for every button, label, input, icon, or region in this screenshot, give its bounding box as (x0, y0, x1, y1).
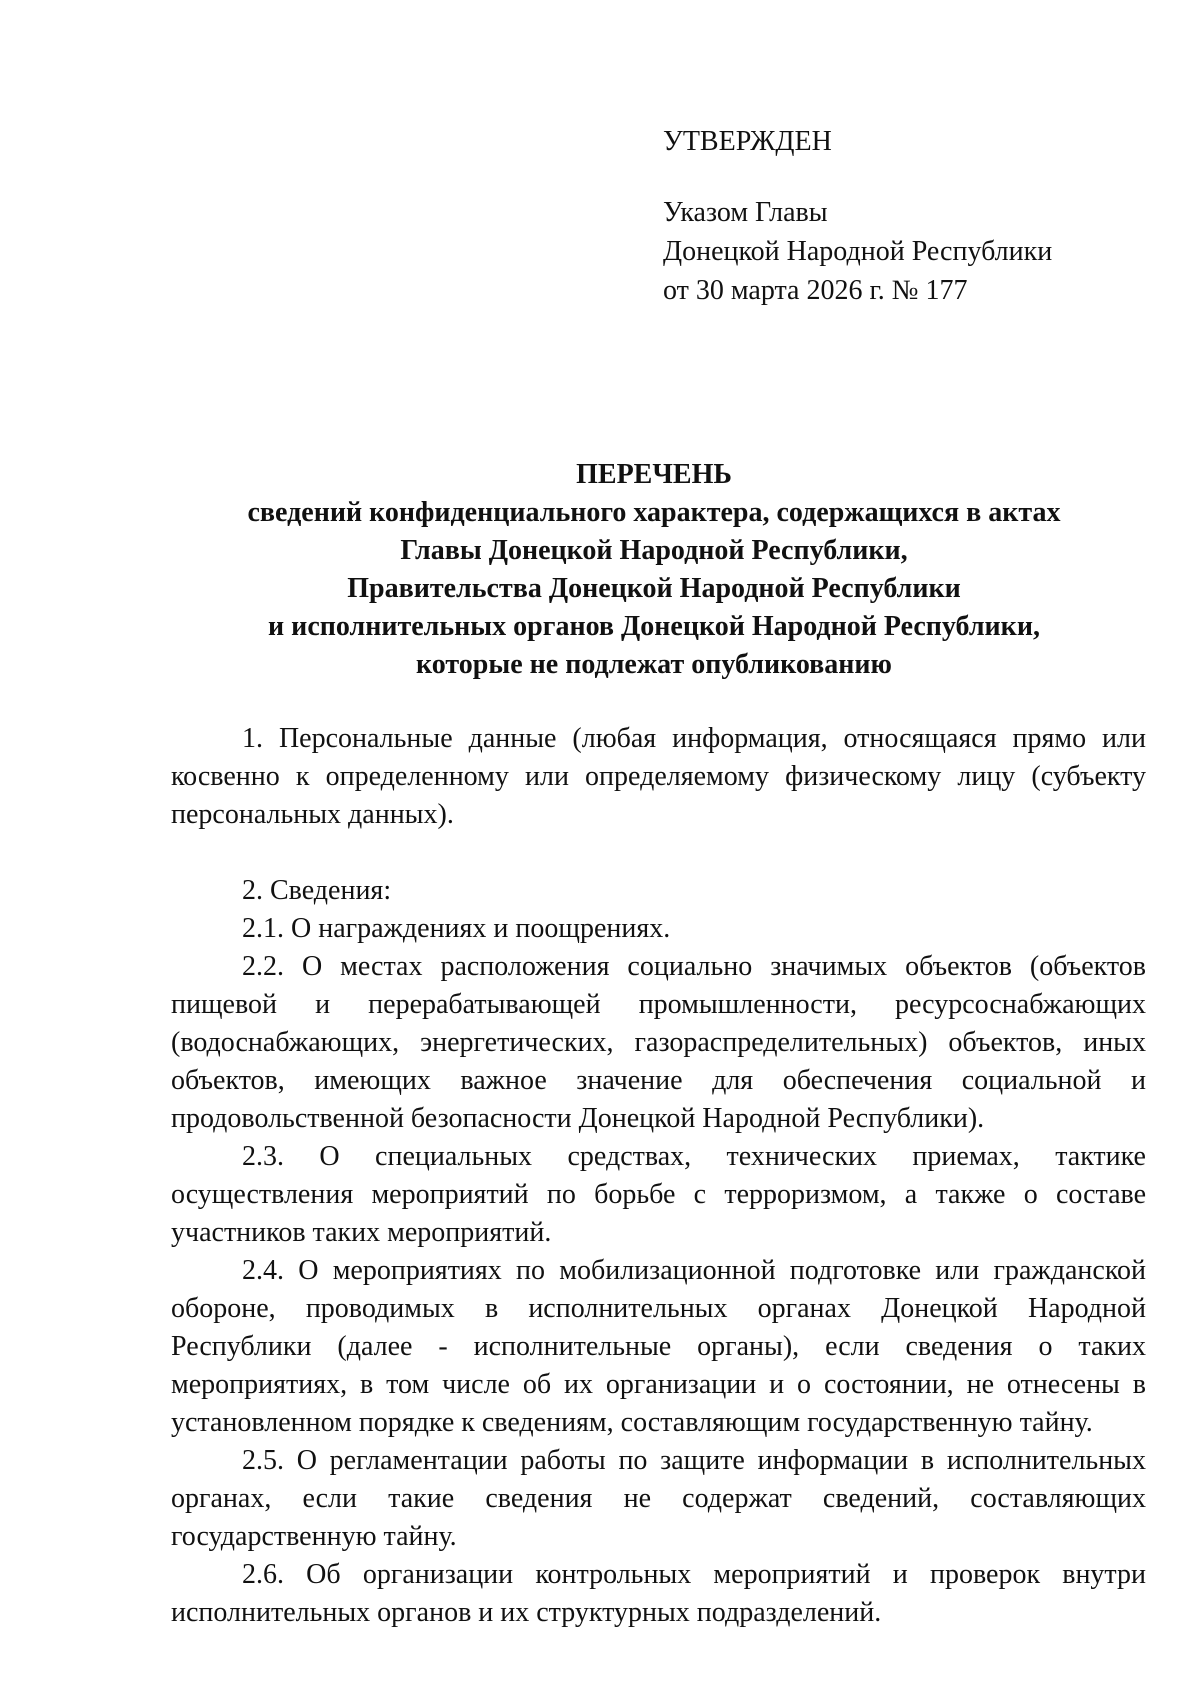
paragraph-2-5: 2.5. О регламентации работы по защите информации в исполнительных органах, если такие сведения не содержат сведений, составляющих государственную тайну. (171, 1445, 1146, 1552)
paragraph-2-info: 2. Сведения: (242, 875, 392, 906)
title-subline: которые не подлежат опубликованию (416, 649, 892, 680)
title-subline: и исполнительных органов Донецкой Народной Республики, (268, 611, 1040, 642)
title-subline: Главы Донецкой Народной Республики, (400, 535, 908, 566)
approval-line-republic: Донецкой Народной Республики (663, 236, 1053, 267)
document-body (171, 720, 1146, 1632)
approved-heading: УТВЕРЖДЕН (663, 126, 832, 157)
title-subline: Правительства Донецкой Народной Республики (347, 573, 961, 604)
paragraph-2-1: 2.1. О награждениях и поощрениях. (242, 913, 671, 944)
approval-stamp-block (663, 122, 1052, 310)
approval-line-date-number: от 30 марта 2026 г. № 177 (663, 275, 968, 306)
paragraph-2-2: 2.2. О местах расположения социально значимых объектов (объектов пищевой и перерабатывающей промышленности, ресурсоснабжающих (водоснабжающих, энергетических, газораспределительных) объектов, иных объектов, имеющих важное значение для обеспечения социальной и продовольственной безопасности Донецкой Народной Республики). (171, 951, 1146, 1134)
paragraph-1-personal-data: 1. Персональные данные (любая информация, относящаяся прямо или косвенно к определенному или определяемому физическому лицу (субъекту персональных данных). (171, 723, 1146, 830)
approval-line-decree: Указом Главы (663, 197, 828, 228)
document-title-block (170, 456, 1138, 684)
paragraph-2-3: 2.3. О специальных средствах, технических приемах, тактике осуществления мероприятий по борьбе с терроризмом, а также о составе участников таких мероприятий. (171, 1141, 1146, 1248)
title-subline: сведений конфиденциального характера, содержащихся в актах (247, 497, 1061, 528)
document-title: ПЕРЕЧЕНЬ (576, 459, 732, 490)
paragraph-2-4: 2.4. О мероприятиях по мобилизационной подготовке или гражданской обороне, проводимых в исполнительных органах Донецкой Народной Республики (далее - исполнительные органы), если сведения о таких мероприятиях, в том числе об их организации и о состоянии, не отнесены в установленном порядке к сведениям, составляющим государственную тайну. (171, 1255, 1146, 1438)
paragraph-2-6: 2.6. Об организации контрольных мероприятий и проверок внутри исполнительных органов и их структурных подразделений. (171, 1559, 1146, 1628)
